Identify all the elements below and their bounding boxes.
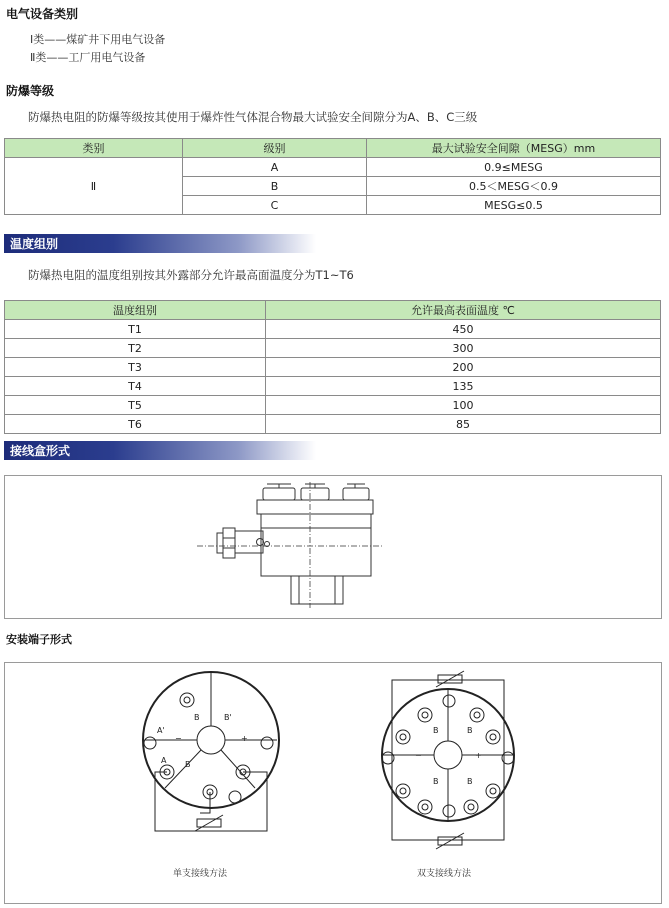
junction-box-drawing [5, 476, 661, 618]
table-header-cell: 级别 [183, 139, 367, 158]
label-b: B [467, 726, 473, 735]
label-minus: − [415, 751, 422, 760]
table-header-row [5, 301, 661, 320]
label-a: A [161, 756, 167, 765]
temperature-group-banner [4, 234, 316, 253]
label-plus: + [475, 751, 482, 760]
temp-cell: 135 [266, 377, 661, 396]
table-row [5, 358, 661, 377]
label-plus: + [241, 734, 248, 743]
junction-box-heading: 接线盒形式 [10, 444, 71, 458]
label-b-prime: B' [224, 713, 232, 722]
table-row [5, 377, 661, 396]
group-cell: T5 [5, 396, 266, 415]
label-b: B [185, 760, 191, 769]
table-header-cell: 温度组别 [5, 301, 266, 320]
label-b: B [467, 777, 473, 786]
temp-cell: 85 [266, 415, 661, 434]
table-header-cell: 类别 [5, 139, 183, 158]
junction-box-frame [4, 475, 662, 619]
label-minus: − [175, 734, 182, 743]
table-row [5, 415, 661, 434]
temperature-group-table [4, 300, 661, 434]
temp-cell: 200 [266, 358, 661, 377]
temperature-group-heading: 温度组别 [10, 237, 59, 251]
group-cell: T4 [5, 377, 266, 396]
temp-cell: 300 [266, 339, 661, 358]
category-2-text: Ⅱ类——工厂用电气设备 [30, 51, 146, 64]
gap-cell: MESG≤0.5 [367, 196, 661, 215]
terminal-drawing [5, 663, 661, 903]
explosion-grade-table [4, 138, 661, 215]
group-cell: T2 [5, 339, 266, 358]
temp-cell: 100 [266, 396, 661, 415]
label-b: B [194, 713, 200, 722]
category-cell: Ⅱ [5, 158, 183, 215]
junction-box-banner [4, 441, 316, 460]
label-b: B [433, 726, 439, 735]
terminal-frame [4, 662, 662, 904]
double-wiring-caption: 双支接线方法 [417, 869, 472, 879]
level-cell: B [183, 177, 367, 196]
table-row [5, 339, 661, 358]
terminal-type-heading: 安装端子形式 [6, 633, 72, 646]
explosion-grade-description: 防爆热电阻的防爆等级按其使用于爆炸性气体混合物最大试验安全间隙分为A、B、C三级 [28, 110, 478, 124]
group-cell: T1 [5, 320, 266, 339]
temperature-group-description: 防爆热电阻的温度组别按其外露部分允许最高面温度分为T1~T6 [28, 268, 354, 282]
table-header-cell: 允许最高表面温度 ℃ [266, 301, 661, 320]
table-row [5, 396, 661, 415]
double-wiring-diagram [382, 671, 514, 849]
label-b: B [433, 777, 439, 786]
group-cell: T3 [5, 358, 266, 377]
group-cell: T6 [5, 415, 266, 434]
level-cell: C [183, 196, 367, 215]
electrical-category-heading: 电气设备类别 [6, 7, 79, 21]
single-wiring-diagram [143, 672, 279, 831]
label-a-prime: A' [157, 726, 165, 735]
category-1-text: Ⅰ类——煤矿井下用电气设备 [30, 33, 166, 46]
level-cell: A [183, 158, 367, 177]
table-row [5, 320, 661, 339]
table-header-row [5, 139, 661, 158]
table-row [5, 158, 661, 177]
gap-cell: 0.9≤MESG [367, 158, 661, 177]
single-wiring-caption: 单支接线方法 [173, 869, 228, 879]
explosion-grade-heading: 防爆等级 [6, 84, 55, 98]
temp-cell: 450 [266, 320, 661, 339]
table-header-cell: 最大试验安全间隙（MESG）mm [367, 139, 661, 158]
gap-cell: 0.5＜MESG＜0.9 [367, 177, 661, 196]
